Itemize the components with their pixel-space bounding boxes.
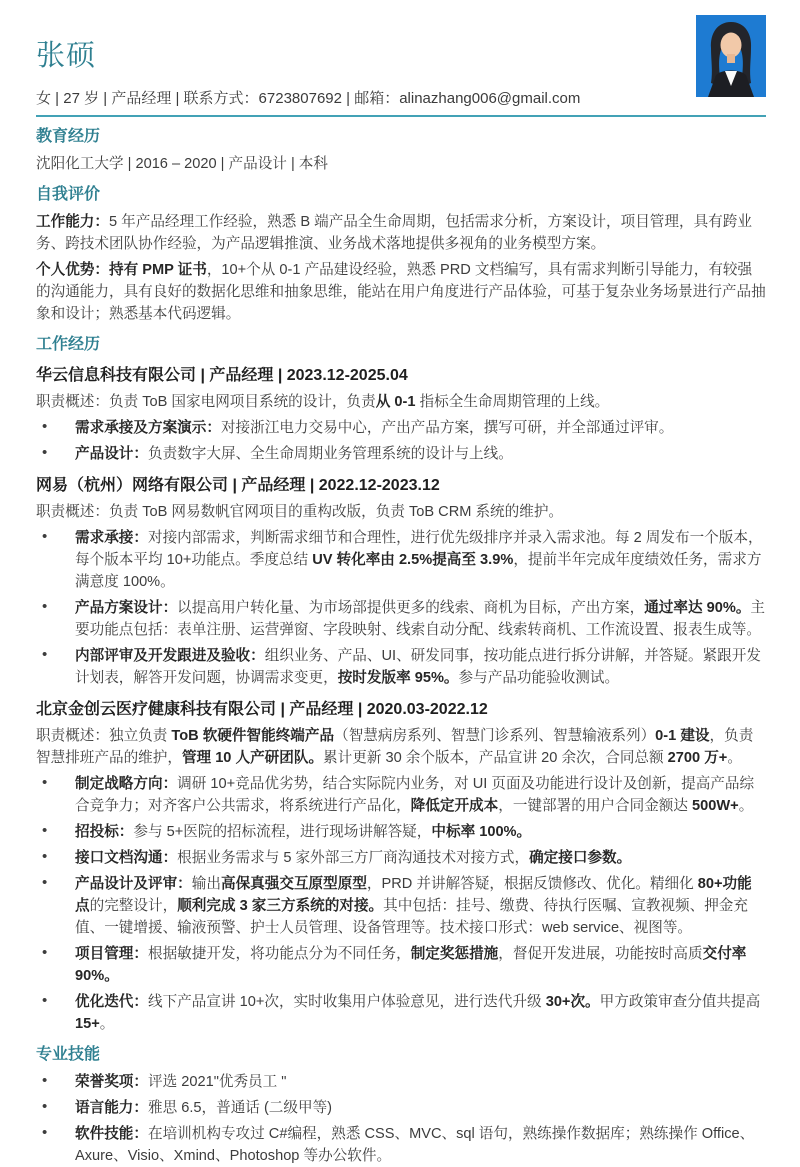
section-title-work-experience: 工作经历	[36, 336, 101, 353]
job-1-overview: 职责概述：负责 ToB 国家电网项目系统的设计，负责从 0-1 指标全生命周期管理的上线。	[36, 394, 610, 410]
job-2-overview: 职责概述：负责 ToB 网易数帆官网项目的重构改版，负责 ToB CRM 系统的维护。	[36, 504, 564, 520]
job-1	[36, 364, 766, 465]
section-skills	[36, 1045, 766, 1167]
job-3-bullet-5: • 项目管理：根据敏捷开发，将功能点分为不同任务，制定奖惩措施，督促开发进展，功能按时高质交付率 90%。	[36, 943, 766, 987]
job-2-bullet-3: • 内部评审及开发跟进及验收：组织业务、产品、UI、研发同事，按功能点进行拆分讲解，并答疑。紧跟开发计划表，解答开发问题，协调需求变更，按时发版率 95%。参与产品功能验收测试。	[36, 645, 766, 689]
header-divider	[36, 115, 766, 117]
job-3	[36, 698, 766, 1035]
skills-bullets	[36, 1071, 766, 1167]
job-3-bullets	[36, 773, 766, 1035]
job-2	[36, 474, 766, 689]
skills-bullet-3: • 软件技能：在培训机构专攻过 C#编程，熟悉 CSS、MVC、sql 语句，熟练操作数据库；熟练操作 Office、Axure、Visio、Xmind、Photoshop 等办公软件。	[36, 1123, 766, 1167]
section-work-experience	[36, 335, 766, 1035]
section-title-education: 教育经历	[36, 128, 101, 145]
job-3-bullet-3: • 接口文档沟通：根据业务需求与 5 家外部三方厂商沟通技术对接方式，确定接口参数。	[36, 847, 766, 869]
job-3-bullet-4: • 产品设计及评审：输出高保真强交互原型原型，PRD 并讲解答疑，根据反馈修改、优化。精细化 80+功能点的完整设计，顺利完成 3 家三方系统的对接。其中包括：挂号、缴费、待执行医嘱、宣教视频、押金充值、一键增援、输液预警、护士人员管理、设备管理等。技术接口形式：web service、视图等。	[36, 873, 766, 939]
job-1-bullet-2: • 产品设计：负责数字大屏、全生命周期业务管理系统的设计与上线。	[36, 443, 766, 465]
skills-bullet-2: • 语言能力：雅思 6.5，普通话 (二级甲等)	[36, 1097, 766, 1119]
self-eval-paragraph-2: 个人优势：持有 PMP 证书，10+个从 0-1 产品建设经验，熟悉 PRD 文档编写，具有需求判断引导能力，有较强的沟通能力，具有良好的数据化思维和抽象思维，能站在用户角度进行产品体验，可基于复杂业务场景进行产品抽象和设计；熟悉基本代码逻辑。	[36, 262, 766, 322]
identity-block	[36, 27, 580, 108]
job-3-bullet-1: • 制定战略方向：调研 10+竞品优劣势，结合实际院内业务，对 UI 页面及功能进行设计及创新，提高产品综合竞争力；对齐客户公共需求，将系统进行产品化，降低定开成本，一键部署的用户合同金额达 500W+。	[36, 773, 766, 817]
job-3-overview: 职责概述：独立负责 ToB 软硬件智能终端产品（智慧病房系列、智慧门诊系列、智慧输液系列）0-1 建设，负责智慧排班产品的维护，管理 10 人产研团队。累计更新 30 余个版本，产品宣讲 20 余次，合同总额 2700 万+。	[36, 728, 754, 766]
education-entry: 沈阳化工大学 | 2016 – 2020 | 产品设计 | 本科	[36, 156, 328, 172]
self-eval-paragraph-1: 工作能力：5 年产品经理工作经验，熟悉 B 端产品全生命周期，包括需求分析，方案设计，项目管理，具有跨业务、跨技术团队协作经验，为产品逻辑推演、业务战术落地提供多视角的业务模型方案。	[36, 214, 752, 252]
resume-header	[36, 27, 766, 108]
candidate-name: 张硕	[36, 40, 97, 72]
section-education	[36, 127, 766, 175]
section-title-self-evaluation: 自我评价	[36, 186, 101, 203]
skills-bullet-1: • 荣誉奖项：评选 2021"优秀员工 "	[36, 1071, 766, 1093]
profile-photo	[696, 15, 766, 97]
job-1-heading: 华云信息科技有限公司 | 产品经理 | 2023.12-2025.04	[36, 367, 408, 384]
job-3-bullet-2: • 招投标：参与 5+医院的招标流程，进行现场讲解答疑，中标率 100%。	[36, 821, 766, 843]
contact-line: 女 | 27 岁 | 产品经理 | 联系方式：6723807692 | 邮箱：alinazhang006@gmail.com	[36, 90, 581, 107]
id-photo-icon	[696, 15, 766, 97]
job-2-bullet-1: • 需求承接：对接内部需求，判断需求细节和合理性，进行优先级排序并录入需求池。每 2 周发布一个版本，每个版本平均 10+功能点。季度总结 UV 转化率由 2.5%提高至 3.9%，提前半年完成年度绩效任务，需求方满意度 100%。	[36, 527, 766, 593]
job-2-bullet-2: • 产品方案设计：以提高用户转化量、为市场部提供更多的线索、商机为目标，产出方案，通过率达 90%。主要功能点包括：表单注册、运营弹窗、字段映射、线索自动分配、线索转商机、工作流设置、报表生成等。	[36, 597, 766, 641]
job-1-bullet-1: • 需求承接及方案演示：对接浙江电力交易中心，产出产品方案，撰写可研，并全部通过评审。	[36, 417, 766, 439]
job-1-bullets	[36, 417, 766, 465]
section-title-skills: 专业技能	[36, 1046, 101, 1063]
job-3-heading: 北京金创云医疗健康科技有限公司 | 产品经理 | 2020.03-2022.12	[36, 701, 488, 718]
job-3-bullet-6: • 优化迭代：线下产品宣讲 10+次，实时收集用户体验意见，进行迭代升级 30+次。甲方政策审查分值共提高 15+。	[36, 991, 766, 1035]
job-2-bullets	[36, 527, 766, 689]
job-2-heading: 网易（杭州）网络有限公司 | 产品经理 | 2022.12-2023.12	[36, 477, 440, 494]
section-self-evaluation	[36, 185, 766, 325]
